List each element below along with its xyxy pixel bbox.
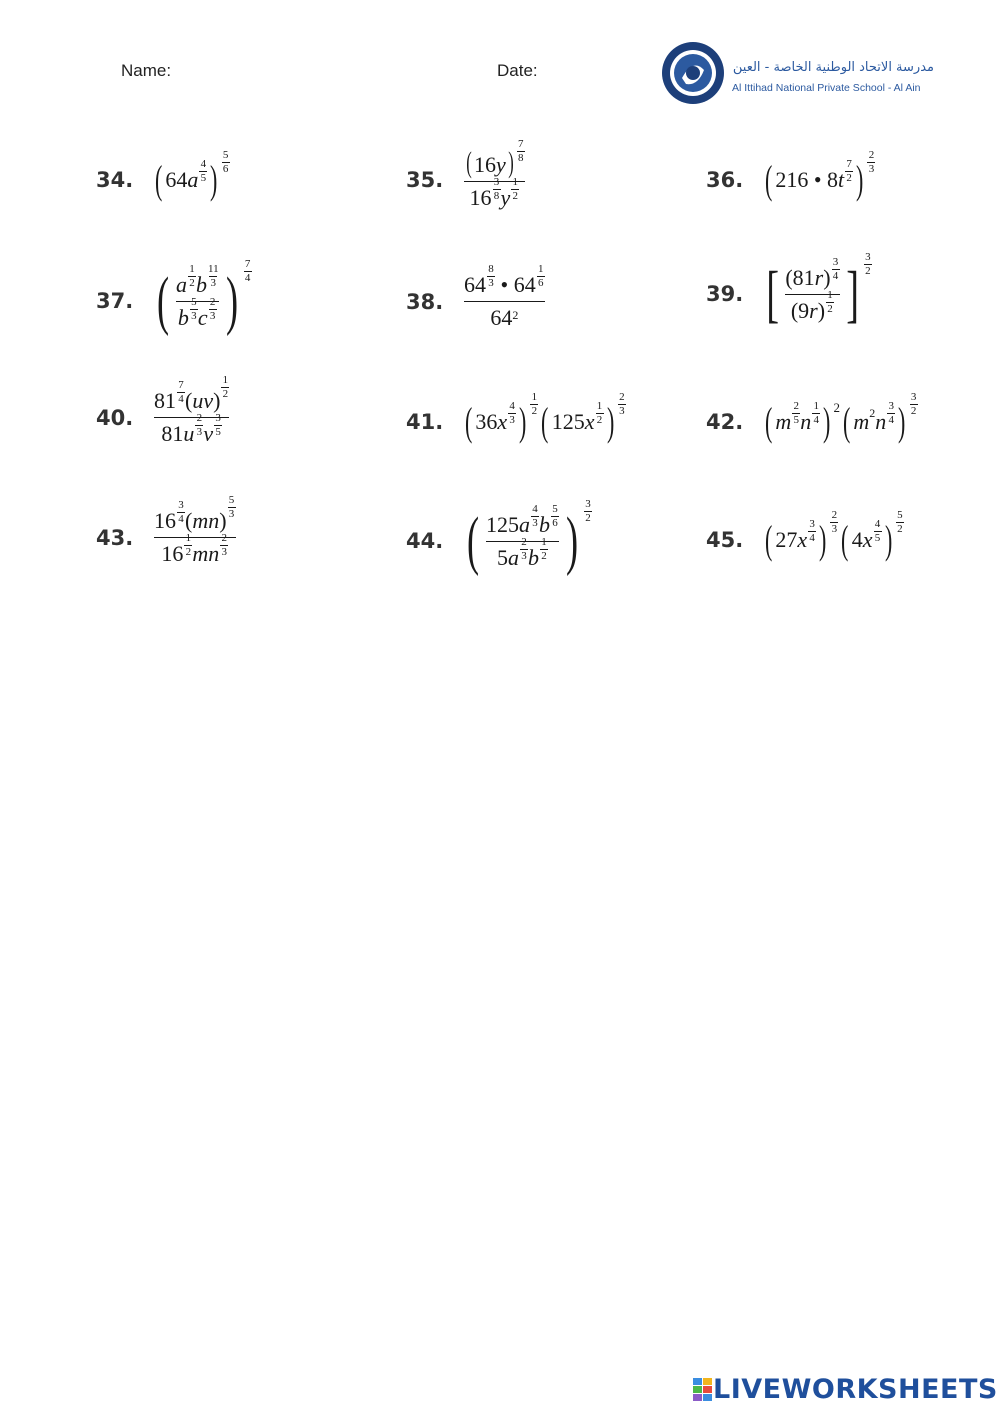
- watermark-text: LIVEWORKSHEETS: [713, 1374, 998, 1405]
- problem-34: [96, 148, 230, 202]
- problem-number: 34.: [96, 168, 134, 192]
- problem-41: [406, 390, 626, 444]
- problem-40: [96, 374, 231, 447]
- problem-35: [406, 138, 527, 211]
- math-expression: 64 8 3 • 64 1 6 64 2: [464, 263, 544, 330]
- school-name-english: Al Ittihad National Private School - Al Ain: [732, 82, 921, 94]
- problem-45: [706, 508, 904, 562]
- math-expression: 81 7 4 ( uv ) 1 2 81 u 2 3 v 3 5: [154, 374, 229, 446]
- problem-number: 45.: [706, 528, 744, 552]
- math-expression: ( 27 x 3 4 ) 2 3 ( 4 x 4 5 ) 5 2: [764, 508, 903, 562]
- problem-number: 41.: [406, 410, 444, 434]
- problem-number: 38.: [406, 289, 444, 314]
- problem-number: 44.: [406, 529, 444, 553]
- liveworksheets-watermark: [693, 1374, 998, 1405]
- name-label: Name:: [121, 61, 172, 80]
- math-expression: ( a 1 2 b 11 3 b 5 3 c 2 3 ) 7 4: [156, 257, 251, 337]
- problem-number: 36.: [706, 168, 744, 192]
- school-name-arabic: مدرسة الاتحاد الوطنية الخاصة - العين: [732, 60, 934, 75]
- liveworksheets-logo-icon: [693, 1378, 713, 1402]
- math-expression: ( 16 y ) 7 8 16 3 8 y 1 2: [462, 148, 527, 211]
- problem-39: [706, 250, 872, 329]
- math-expression: ( 64 a 4 5 ) 5 6: [154, 148, 229, 202]
- math-expression: [ (81 r ) 3 4 (9 r ) 1 2 ] 3 2: [766, 250, 871, 329]
- problem-number: 43.: [96, 525, 134, 550]
- problem-number: 40.: [96, 405, 134, 430]
- math-expression: ( 36 x 4 3 ) 1 2 ( 125 x 1 2 ) 2 3: [464, 390, 625, 444]
- problem-38: [406, 263, 547, 331]
- school-logo: [660, 40, 726, 106]
- problem-44: [406, 497, 592, 577]
- problem-number: 39.: [706, 282, 744, 306]
- problem-number: 42.: [706, 410, 744, 434]
- problem-37: [96, 257, 252, 337]
- math-expression: ( 125 a 4 3 b 5 6 5 a 2 3 b 1 2 ) 3 2: [466, 497, 591, 577]
- problem-36: [706, 148, 875, 202]
- date-label: Date:: [497, 61, 538, 80]
- math-expression: ( m 2 5 n 1 4 ) 2 ( m 2 n 3 4 ) 3 2: [764, 390, 917, 444]
- math-expression: 16 3 4 ( mn ) 5 3 16 1 2 mn 2 3: [154, 494, 235, 566]
- problem-42: [706, 390, 918, 444]
- problem-43: [96, 494, 238, 567]
- problem-number: 35.: [406, 167, 444, 192]
- math-expression: ( 216 • 8 t 7 2 ) 2 3: [764, 148, 875, 202]
- problem-number: 37.: [96, 289, 134, 313]
